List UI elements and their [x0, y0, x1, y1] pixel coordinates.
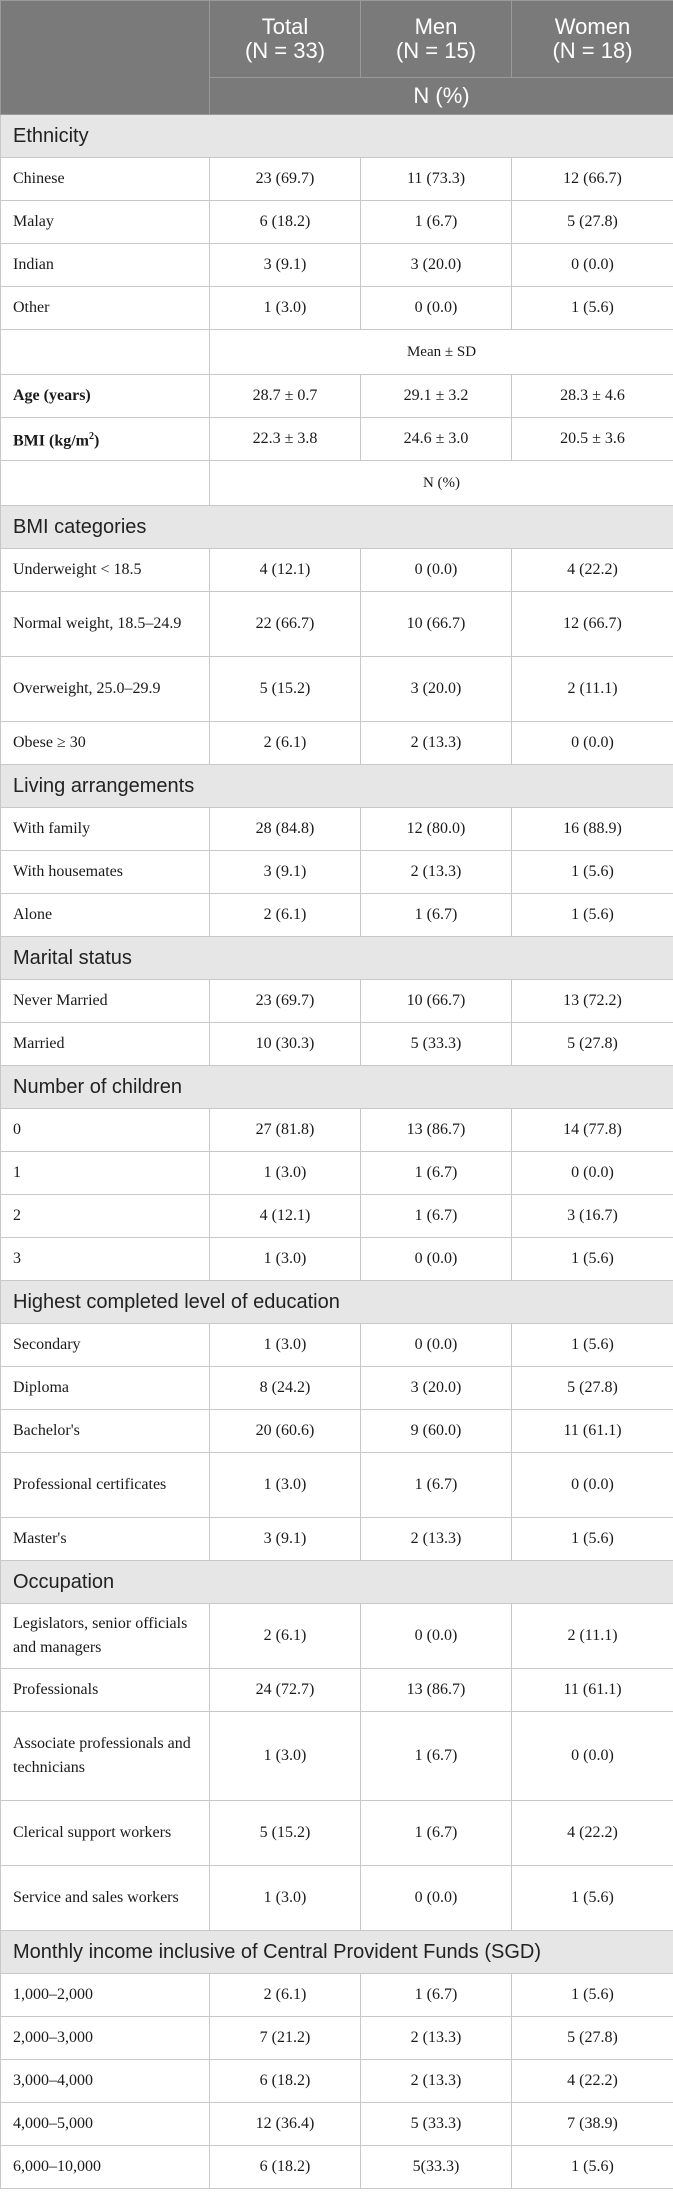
- cell-men: 2 (13.3): [361, 1518, 512, 1561]
- header-men: [361, 1, 512, 78]
- row-label: Clerical support workers: [1, 1801, 210, 1866]
- row-label: Professional certificates: [1, 1453, 210, 1518]
- cell-women: 1 (5.6): [512, 1324, 673, 1367]
- cell-men: 2 (13.3): [361, 851, 512, 894]
- cell-women: 5 (27.8): [512, 1023, 673, 1066]
- cell-total: 12 (36.4): [210, 2103, 361, 2146]
- table-row: [1, 2017, 673, 2060]
- table-row: [1, 287, 673, 330]
- cell-women: 1 (5.6): [512, 287, 673, 330]
- cell-women: 12 (66.7): [512, 158, 673, 201]
- table-row: [1, 2146, 673, 2189]
- table-row: [1, 2103, 673, 2146]
- section-monthly-income: [1, 1931, 673, 1974]
- row-label: 0: [1, 1109, 210, 1152]
- row-label: Other: [1, 287, 210, 330]
- cell-women: 2 (11.1): [512, 1604, 673, 1669]
- cell-total: 6 (18.2): [210, 201, 361, 244]
- table-row: [1, 1238, 673, 1281]
- cell-total: 8 (24.2): [210, 1367, 361, 1410]
- cell-men: 1 (6.7): [361, 1974, 512, 2017]
- cell-women: 5 (27.8): [512, 1367, 673, 1410]
- section-title: Ethnicity: [1, 115, 673, 158]
- cell-men: 1 (6.7): [361, 1801, 512, 1866]
- cell-women: 2 (11.1): [512, 657, 673, 722]
- table-row: [1, 808, 673, 851]
- row-label: Secondary: [1, 1324, 210, 1367]
- cell-men: 1 (6.7): [361, 1453, 512, 1518]
- cell-women: 1 (5.6): [512, 1974, 673, 2017]
- cell-total: 2 (6.1): [210, 1974, 361, 2017]
- cell-women: 4 (22.2): [512, 1801, 673, 1866]
- table-row: [1, 201, 673, 244]
- cell-women: 16 (88.9): [512, 808, 673, 851]
- stat-note: N (%): [210, 461, 673, 506]
- table-row: [1, 980, 673, 1023]
- stat-note: Mean ± SD: [210, 330, 673, 375]
- cell-total: 1 (3.0): [210, 1712, 361, 1801]
- cell-men: 2 (13.3): [361, 722, 512, 765]
- cell-total: 2 (6.1): [210, 1604, 361, 1669]
- cell-women: 4 (22.2): [512, 2060, 673, 2103]
- section-living-arrangements: [1, 765, 673, 808]
- row-label: [1, 418, 210, 461]
- cell-women: 3 (16.7): [512, 1195, 673, 1238]
- stat-note-row: [1, 330, 673, 375]
- table-row: [1, 2060, 673, 2103]
- cell-men: 3 (20.0): [361, 1367, 512, 1410]
- section-ethnicity: [1, 115, 673, 158]
- row-label: 1: [1, 1152, 210, 1195]
- cell-men: 3 (20.0): [361, 244, 512, 287]
- header-total: [210, 1, 361, 78]
- cell-total: 22 (66.7): [210, 592, 361, 657]
- cell-women: 11 (61.1): [512, 1669, 673, 1712]
- header-unit: N (%): [210, 78, 673, 115]
- table-row: [1, 1712, 673, 1801]
- row-label: Obese ≥ 30: [1, 722, 210, 765]
- table-row: [1, 1453, 673, 1518]
- section-title: Monthly income inclusive of Central Provident Funds (SGD): [1, 1931, 673, 1974]
- row-label: Normal weight, 18.5–24.9: [1, 592, 210, 657]
- table-row-bmi: [1, 418, 673, 461]
- header-total-label: Total: [261, 14, 309, 39]
- cell-men: 0 (0.0): [361, 1866, 512, 1931]
- cell-men: 5(33.3): [361, 2146, 512, 2189]
- cell-total: 2 (6.1): [210, 894, 361, 937]
- blank-cell: [1, 461, 210, 506]
- row-label: Married: [1, 1023, 210, 1066]
- header-women: [512, 1, 673, 78]
- cell-men: 13 (86.7): [361, 1669, 512, 1712]
- cell-men: 5 (33.3): [361, 1023, 512, 1066]
- row-label: Professionals: [1, 1669, 210, 1712]
- cell-women: 1 (5.6): [512, 851, 673, 894]
- cell-women: 14 (77.8): [512, 1109, 673, 1152]
- bmi-label-end: ): [94, 432, 100, 450]
- cell-men: 10 (66.7): [361, 980, 512, 1023]
- table-row: [1, 722, 673, 765]
- header-men-n: (N = 15): [395, 38, 477, 63]
- cell-men: 10 (66.7): [361, 592, 512, 657]
- cell-women: 28.3 ± 4.6: [512, 375, 673, 418]
- bmi-label: BMI (kg/m: [13, 432, 89, 450]
- cell-total: 23 (69.7): [210, 980, 361, 1023]
- table-row: [1, 244, 673, 287]
- cell-total: 28 (84.8): [210, 808, 361, 851]
- table-row: [1, 1604, 673, 1669]
- row-label: Legislators, senior officials and managers: [1, 1604, 210, 1669]
- table-row: [1, 158, 673, 201]
- cell-total: 6 (18.2): [210, 2060, 361, 2103]
- cell-women: 1 (5.6): [512, 1238, 673, 1281]
- cell-total: 5 (15.2): [210, 1801, 361, 1866]
- cell-men: 0 (0.0): [361, 1604, 512, 1669]
- section-title: BMI categories: [1, 506, 673, 549]
- cell-men: 1 (6.7): [361, 1195, 512, 1238]
- table-row: [1, 1974, 673, 2017]
- cell-total: 3 (9.1): [210, 851, 361, 894]
- cell-total: 1 (3.0): [210, 287, 361, 330]
- section-marital-status: [1, 937, 673, 980]
- cell-men: 29.1 ± 3.2: [361, 375, 512, 418]
- row-label: 6,000–10,000: [1, 2146, 210, 2189]
- cell-total: 3 (9.1): [210, 1518, 361, 1561]
- row-label: Underweight < 18.5: [1, 549, 210, 592]
- header-blank-cell: [1, 1, 210, 115]
- cell-men: 13 (86.7): [361, 1109, 512, 1152]
- table-row: [1, 1324, 673, 1367]
- row-label: 3: [1, 1238, 210, 1281]
- cell-total: 27 (81.8): [210, 1109, 361, 1152]
- table-row: [1, 1801, 673, 1866]
- cell-men: 1 (6.7): [361, 1152, 512, 1195]
- cell-women: 0 (0.0): [512, 244, 673, 287]
- table-row: [1, 1023, 673, 1066]
- cell-women: 1 (5.6): [512, 2146, 673, 2189]
- section-title: Living arrangements: [1, 765, 673, 808]
- row-label: Indian: [1, 244, 210, 287]
- row-label: 3,000–4,000: [1, 2060, 210, 2103]
- cell-total: 23 (69.7): [210, 158, 361, 201]
- section-title: Marital status: [1, 937, 673, 980]
- cell-women: 0 (0.0): [512, 722, 673, 765]
- table-row: [1, 1669, 673, 1712]
- cell-total: 1 (3.0): [210, 1324, 361, 1367]
- cell-women: 20.5 ± 3.6: [512, 418, 673, 461]
- cell-men: 9 (60.0): [361, 1410, 512, 1453]
- cell-women: 1 (5.6): [512, 1866, 673, 1931]
- table-row: [1, 592, 673, 657]
- cell-total: 6 (18.2): [210, 2146, 361, 2189]
- table-row: [1, 1410, 673, 1453]
- cell-men: 12 (80.0): [361, 808, 512, 851]
- header-men-label: Men: [414, 14, 458, 39]
- row-label: 2: [1, 1195, 210, 1238]
- row-label: With family: [1, 808, 210, 851]
- cell-total: 24 (72.7): [210, 1669, 361, 1712]
- section-number-of-children: [1, 1066, 673, 1109]
- cell-women: 5 (27.8): [512, 201, 673, 244]
- cell-men: 2 (13.3): [361, 2017, 512, 2060]
- row-label: Alone: [1, 894, 210, 937]
- bmi-label-superscript: 2: [89, 430, 94, 442]
- cell-total: 1 (3.0): [210, 1152, 361, 1195]
- blank-cell: [1, 330, 210, 375]
- table-row: [1, 1109, 673, 1152]
- cell-men: 3 (20.0): [361, 657, 512, 722]
- cell-women: 7 (38.9): [512, 2103, 673, 2146]
- cell-men: 1 (6.7): [361, 1712, 512, 1801]
- header-total-n: (N = 33): [244, 38, 326, 63]
- section-title: Highest completed level of education: [1, 1281, 673, 1324]
- row-label: Bachelor's: [1, 1410, 210, 1453]
- cell-total: 22.3 ± 3.8: [210, 418, 361, 461]
- section-bmi-categories: [1, 506, 673, 549]
- cell-men: 0 (0.0): [361, 1238, 512, 1281]
- row-label: With housemates: [1, 851, 210, 894]
- row-label: Associate professionals and technicians: [1, 1712, 210, 1801]
- row-label: Diploma: [1, 1367, 210, 1410]
- table-row: [1, 894, 673, 937]
- header-row: [1, 1, 673, 78]
- cell-women: 11 (61.1): [512, 1410, 673, 1453]
- row-label: Overweight, 25.0–29.9: [1, 657, 210, 722]
- section-title: Occupation: [1, 1561, 673, 1604]
- table-row: [1, 549, 673, 592]
- cell-total: 1 (3.0): [210, 1238, 361, 1281]
- section-title: Number of children: [1, 1066, 673, 1109]
- cell-men: 24.6 ± 3.0: [361, 418, 512, 461]
- table-row: [1, 1866, 673, 1931]
- cell-total: 20 (60.6): [210, 1410, 361, 1453]
- row-label: Never Married: [1, 980, 210, 1023]
- table-row-age: [1, 375, 673, 418]
- cell-men: 11 (73.3): [361, 158, 512, 201]
- row-label: Malay: [1, 201, 210, 244]
- cell-women: 4 (22.2): [512, 549, 673, 592]
- cell-total: 4 (12.1): [210, 549, 361, 592]
- cell-men: 0 (0.0): [361, 1324, 512, 1367]
- cell-total: 7 (21.2): [210, 2017, 361, 2060]
- cell-total: 5 (15.2): [210, 657, 361, 722]
- stat-note-row: [1, 461, 673, 506]
- row-label: Chinese: [1, 158, 210, 201]
- row-label: 4,000–5,000: [1, 2103, 210, 2146]
- table-row: [1, 657, 673, 722]
- section-occupation: [1, 1561, 673, 1604]
- cell-men: 1 (6.7): [361, 894, 512, 937]
- row-label: Service and sales workers: [1, 1866, 210, 1931]
- cell-women: 5 (27.8): [512, 2017, 673, 2060]
- cell-men: 0 (0.0): [361, 549, 512, 592]
- table-row: [1, 1518, 673, 1561]
- row-label: 2,000–3,000: [1, 2017, 210, 2060]
- cell-total: 10 (30.3): [210, 1023, 361, 1066]
- cell-men: 1 (6.7): [361, 201, 512, 244]
- cell-total: 28.7 ± 0.7: [210, 375, 361, 418]
- cell-women: 0 (0.0): [512, 1712, 673, 1801]
- cell-men: 0 (0.0): [361, 287, 512, 330]
- cell-women: 1 (5.6): [512, 1518, 673, 1561]
- cell-total: 4 (12.1): [210, 1195, 361, 1238]
- cell-women: 1 (5.6): [512, 894, 673, 937]
- table-row: [1, 1195, 673, 1238]
- row-label: 1,000–2,000: [1, 1974, 210, 2017]
- cell-women: 0 (0.0): [512, 1453, 673, 1518]
- cell-total: 3 (9.1): [210, 244, 361, 287]
- table-row: [1, 851, 673, 894]
- cell-men: 2 (13.3): [361, 2060, 512, 2103]
- cell-total: 1 (3.0): [210, 1866, 361, 1931]
- cell-total: 2 (6.1): [210, 722, 361, 765]
- section-education: [1, 1281, 673, 1324]
- cell-women: 13 (72.2): [512, 980, 673, 1023]
- row-label: Age (years): [1, 375, 210, 418]
- header-women-label: Women: [554, 14, 631, 39]
- cell-women: 12 (66.7): [512, 592, 673, 657]
- cell-total: 1 (3.0): [210, 1453, 361, 1518]
- cell-women: 0 (0.0): [512, 1152, 673, 1195]
- header-women-n: (N = 18): [552, 38, 633, 63]
- table-row: [1, 1367, 673, 1410]
- row-label: Master's: [1, 1518, 210, 1561]
- table-row: [1, 1152, 673, 1195]
- cell-men: 5 (33.3): [361, 2103, 512, 2146]
